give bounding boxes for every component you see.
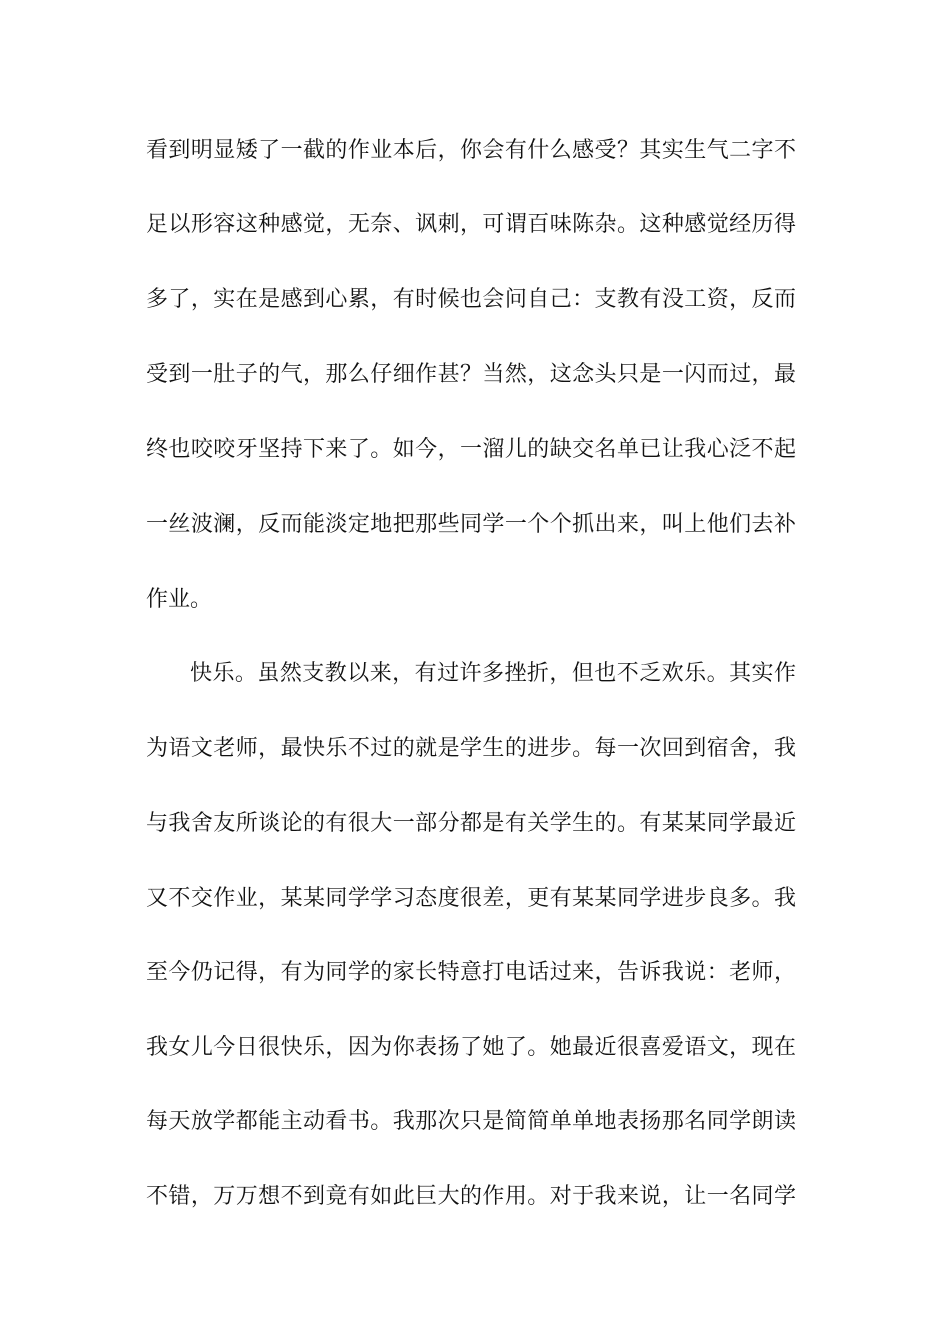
text-line: 多了，实在是感到心累，有时候也会问自己：支教有没工资，反而 <box>146 287 796 312</box>
text-line: 不错，万万想不到竟有如此巨大的作用。对于我来说，让一名同学 <box>146 1184 796 1209</box>
text-line: 至今仍记得，有为同学的家长特意打电话过来，告诉我说：老师， <box>146 960 796 985</box>
text-line: 我女儿今日很快乐，因为你表扬了她了。她最近很喜爱语文，现在 <box>146 1035 796 1060</box>
text-line: 足以形容这种感觉，无奈、讽刺，可谓百味陈杂。这种感觉经历得 <box>146 212 796 237</box>
text-line: 受到一肚子的气，那么仔细作甚？当然，这念头只是一闪而过，最 <box>146 362 796 387</box>
text-line: 每天放学都能主动看书。我那次只是简简单单地表扬那名同学朗读 <box>146 1109 796 1134</box>
text-line: 作业。 <box>146 587 213 612</box>
text-line: 看到明显矮了一截的作业本后，你会有什么感受？其实生气二字不 <box>146 138 796 163</box>
paragraph-first-line: 快乐。虽然支教以来，有过许多挫折，但也不乏欢乐。其实作 <box>190 661 796 686</box>
text-line: 终也咬咬牙坚持下来了。如今，一溜儿的缺交名单已让我心泛不起 <box>146 437 796 462</box>
text-line: 又不交作业，某某同学学习态度很差，更有某某同学进步良多。我 <box>146 886 796 911</box>
text-line: 一丝波澜，反而能淡定地把那些同学一个个抓出来，叫上他们去补 <box>146 512 796 537</box>
text-line: 为语文老师，最快乐不过的就是学生的进步。每一次回到宿舍，我 <box>146 736 796 761</box>
text-line: 与我舍友所谈论的有很大一部分都是有关学生的。有某某同学最近 <box>146 811 796 836</box>
